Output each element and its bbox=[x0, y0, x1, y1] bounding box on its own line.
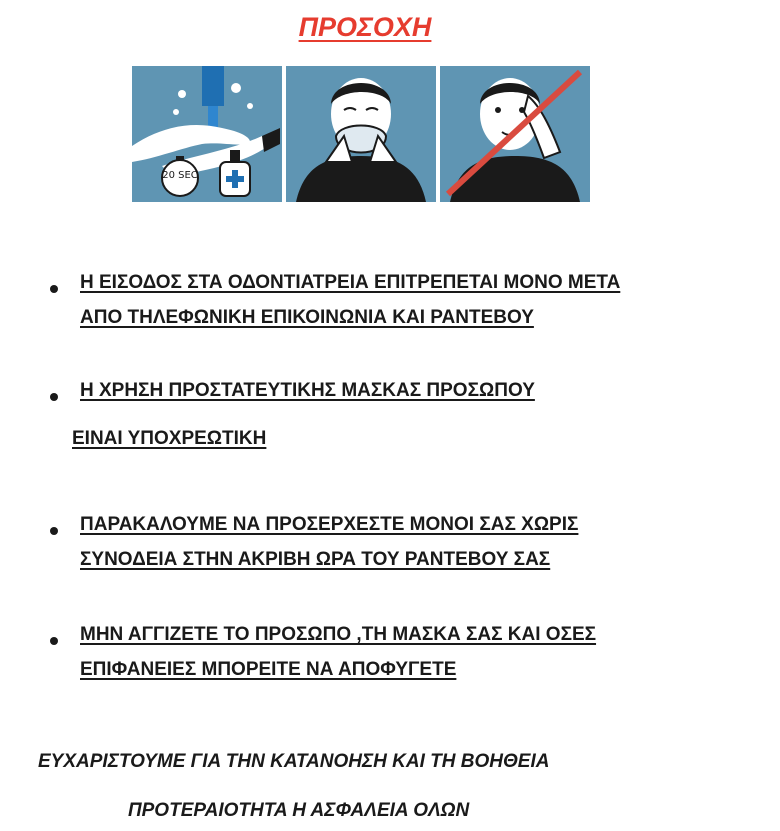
rule-text: ΣΥΝΟΔΕΙΑ ΣΤΗΝ ΑΚΡΙΒΗ ΩΡΑ ΤΟΥ ΡΑΝΤΕΒΟΥ ΣΑΣ bbox=[80, 549, 551, 570]
priority-text: ΠΡΟΤΕΡΑΙΟΤΗΤΑ Η ΑΣΦΑΛΕΙΑ ΟΛΩΝ bbox=[128, 800, 470, 821]
bullet-icon bbox=[50, 285, 58, 293]
cover-sneeze-icon bbox=[286, 66, 436, 202]
page-title: ΠΡΟΣΟΧΗ bbox=[298, 12, 432, 42]
rule-text: ΕΠΙΦΑΝΕΙΕΣ ΜΠΟΡΕΙΤΕ ΝΑ ΑΠΟΦΥΓΕΤΕ bbox=[80, 659, 457, 680]
timer-label: 20 SEC bbox=[162, 170, 198, 181]
rule-text: ΜΗΝ ΑΓΓΙΖΕΤΕ ΤΟ ΠΡΟΣΩΠΟ ,ΤΗ ΜΑΣΚΑ ΣΑΣ ΚΑΙ ΟΣΕΣ bbox=[80, 624, 597, 645]
rule-text: Η ΧΡΗΣΗ ΠΡΟΣΤΑΤΕΥΤΙΚΗΣ ΜΑΣΚΑΣ ΠΡΟΣΩΠΟΥ bbox=[80, 380, 535, 401]
thanks-text: ΕΥΧΑΡΙΣΤΟΥΜΕ ΓΙΑ ΤΗΝ ΚΑΤΑΝΟΗΣΗ ΚΑΙ ΤΗ ΒΟΗΘΕΙΑ bbox=[38, 751, 550, 772]
hand-washing-icon bbox=[132, 66, 282, 202]
rule-text: ΑΠΟ ΤΗΛΕΦΩΝΙΚΗ ΕΠΙΚΟΙΝΩΝΙΑ ΚΑΙ ΡΑΝΤΕΒΟΥ bbox=[80, 307, 534, 328]
illustration-strip bbox=[132, 66, 590, 202]
bullet-icon bbox=[50, 637, 58, 645]
rule-text: ΕΙΝΑΙ ΥΠΟΧΡΕΩΤΙΚΗ bbox=[72, 428, 267, 449]
rule-text: Η ΕΙΣΟΔΟΣ ΣΤΑ ΟΔΟΝΤΙΑΤΡΕΙΑ ΕΠΙΤΡΕΠΕΤΑΙ ΜΟΝΟ ΜΕΤΑ bbox=[80, 272, 621, 293]
bullet-icon bbox=[50, 527, 58, 535]
bullet-icon bbox=[50, 393, 58, 401]
dont-touch-face-icon bbox=[440, 66, 590, 202]
rule-text: ΠΑΡΑΚΑΛΟΥΜΕ ΝΑ ΠΡΟΣΕΡΧΕΣΤΕ ΜΟΝΟΙ ΣΑΣ ΧΩΡΙΣ bbox=[80, 514, 579, 535]
